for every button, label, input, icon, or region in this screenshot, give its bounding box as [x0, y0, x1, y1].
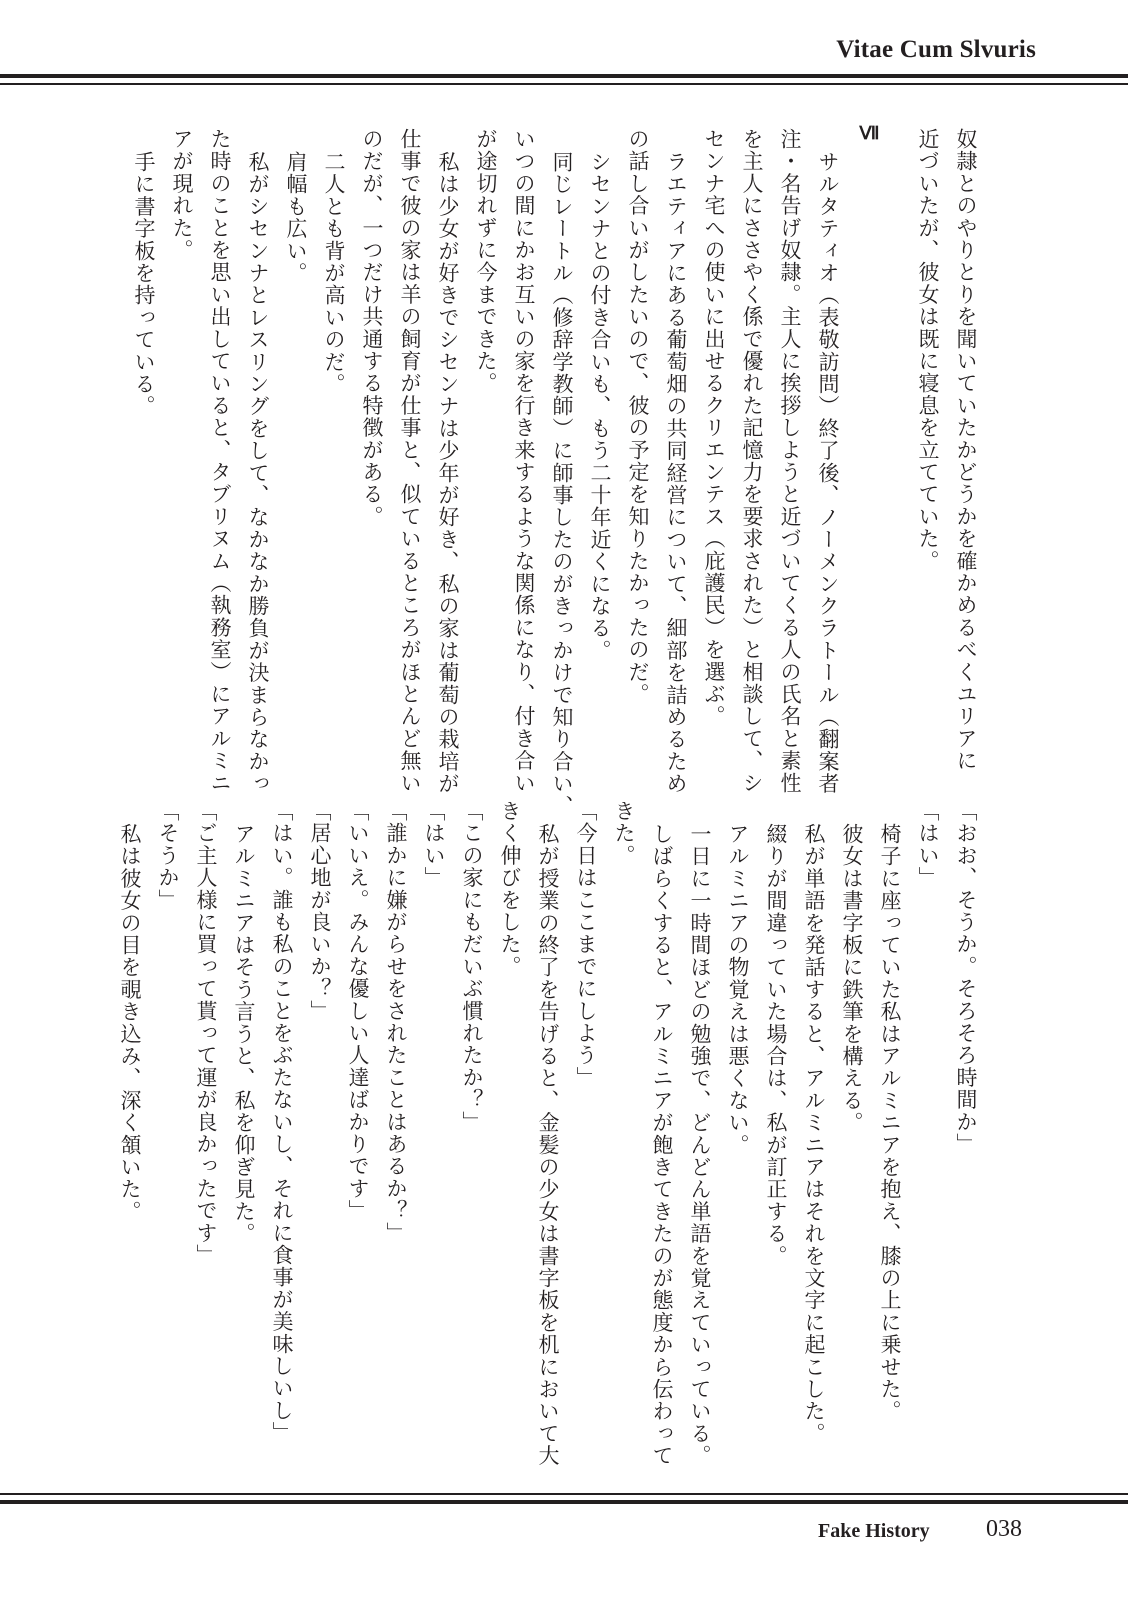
footer-rule-thick	[0, 1500, 1128, 1504]
text-line: 「この家にもだいぶ慣れたか？」	[460, 800, 484, 1133]
text-line: サルタティオ（表敬訪問）終了後、ノーメンクラトール（翻案者	[816, 151, 840, 795]
text-line: 「はい」	[422, 800, 446, 889]
running-title: Vitae Cum Slvuris	[836, 36, 1036, 63]
text-line: 肩幅も広い。	[284, 151, 308, 285]
text-line: 私は少女が好きでシセンナは少年が好き、私の家は葡萄の栽培が	[436, 151, 460, 795]
text-line: 奴隷とのやりとりを聞いていたかどうかを確かめるべくユリアに	[954, 128, 978, 772]
text-line: 「そうか」	[156, 800, 180, 911]
text-line: きく伸びをした。	[498, 800, 522, 978]
text-line: 私は彼女の目を覗き込み、深く頷いた。	[118, 823, 142, 1223]
header-rule-thick	[0, 74, 1128, 78]
text-line: 彼女は書字板に鉄筆を構える。	[840, 823, 864, 1134]
text-line: アルミニアはそう言うと、私を仰ぎ見た。	[232, 823, 256, 1245]
text-line: 私が授業の終了を告げると、金髪の少女は書字板を机において大	[536, 823, 560, 1467]
text-line: のだが、一つだけ共通する特徴がある。	[360, 128, 384, 528]
text-line: アルミニアの物覚えは悪くない。	[726, 823, 750, 1156]
text-line: 同じレートル（修辞学教師）に師事したのがきっかけで知り合い、	[550, 151, 574, 817]
text-line: 近づいたが、彼女は既に寝息を立てていた。	[916, 128, 940, 572]
text-line: 注・名告げ奴隷。主人に挨拶しようと近づいてくる人の氏名と素性	[778, 128, 802, 794]
text-line: 「いいえ。みんな優しい人達ばかりです」	[346, 800, 370, 1222]
page-number: 038	[986, 1516, 1022, 1542]
text-line: センナ宅への使いに出せるクリエンテス（庇護民）を選ぶ。	[702, 128, 726, 728]
text-line: 「おお、そうか。そろそろ時間か」	[954, 800, 978, 1156]
text-line: 「はい」	[916, 800, 940, 889]
footer-book-title: Fake History	[818, 1520, 930, 1542]
header-rule-thin	[0, 83, 1128, 85]
text-line: いつの間にかお互いの家を行き来するような関係になり、付き合い	[512, 128, 536, 794]
text-line: 「居心地が良いか？」	[308, 800, 332, 1022]
text-line: を主人にささやく係で優れた記憶力を要求された）と相談して、シ	[740, 128, 764, 794]
text-line: が途切れずに今まできた。	[474, 128, 498, 395]
text-line: 「誰かに嫌がらせをされたことはあるか？」	[384, 800, 408, 1244]
text-line: 一日に一時間ほどの勉強で、どんどん単語を覚えていっている。	[688, 823, 712, 1467]
text-line: 「今日はここまでにしよう」	[574, 800, 598, 1089]
text-line: 「ご主人様に買って貰って運が良かったです」	[194, 800, 218, 1267]
text-line: しばらくすると、アルミニアが飽きてきたのが態度から伝わって	[650, 823, 674, 1467]
text-line: 仕事で彼の家は羊の飼育が仕事と、似ているところがほとんど無い	[398, 128, 422, 794]
text-line: アが現れた。	[170, 128, 194, 262]
text-block-upper	[125, 123, 985, 817]
text-line: の話し合いがしたいので、彼の予定を知りたかったのだ。	[626, 128, 650, 706]
text-line: た時のことを思い出していると、タブリヌム（執務室）にアルミニ	[208, 128, 232, 794]
text-line: 手に書字板を持っている。	[132, 151, 156, 418]
text-line: きた。	[612, 800, 636, 867]
text-line: シセンナとの付き合いも、もう二十年近くになる。	[588, 151, 612, 662]
text-line: 私がシセンナとレスリングをして、なかなか勝負が決まらなかっ	[246, 151, 270, 795]
text-block-lower	[111, 800, 985, 1470]
footer-rule-thin	[0, 1493, 1128, 1495]
text-line: 二人とも背が高いのだ。	[322, 151, 346, 396]
text-line: 私が単語を発話すると、アルミニアはそれを文字に起こした。	[802, 823, 826, 1445]
text-line: 綴りが間違っていた場合は、私が訂正する。	[764, 823, 788, 1267]
text-line: 「はい。誰も私のことをぶたないし、それに食事が美味しいし」	[270, 800, 294, 1444]
section-heading: Ⅶ	[859, 123, 881, 143]
text-line: ラエティアにある葡萄畑の共同経営について、細部を詰めるため	[664, 151, 688, 795]
text-line: 椅子に座っていた私はアルミニアを抱え、膝の上に乗せた。	[878, 823, 902, 1423]
